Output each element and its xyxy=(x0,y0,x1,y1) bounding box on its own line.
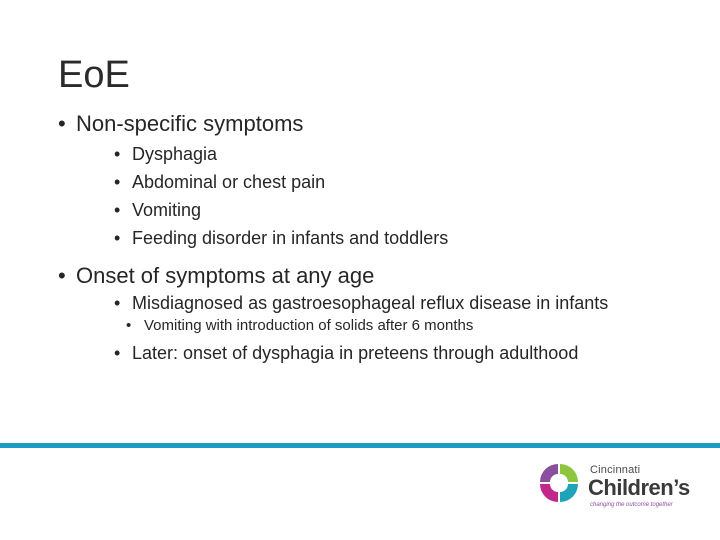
accent-rule xyxy=(0,443,720,448)
bullet-dot: • xyxy=(114,293,121,313)
bullet-text: Vomiting with introduction of solids after 6 months xyxy=(144,317,474,334)
bullet-dot: • xyxy=(114,144,121,164)
bullet-level3 xyxy=(126,315,698,337)
logo-tagline: changing the outcome together xyxy=(590,502,673,508)
bullet-level2 xyxy=(114,292,698,315)
bullet-level2 xyxy=(114,339,698,367)
bullet-dot: • xyxy=(58,111,66,136)
bullet-dot: • xyxy=(114,172,121,192)
bullet-text: Dysphagia xyxy=(132,144,218,164)
bullet-text: Abdominal or chest pain xyxy=(132,172,326,192)
logo-city-text: Cincinnati xyxy=(590,464,641,476)
bullet-text: Later: onset of dysphagia in preteens through adulthood xyxy=(132,343,579,363)
bullet-text: Feeding disorder in infants and toddlers xyxy=(132,228,449,248)
bullet-list xyxy=(58,110,698,367)
pinwheel-logo-icon xyxy=(538,460,584,516)
bullet-dot: • xyxy=(114,343,121,363)
bullet-text: Misdiagnosed as gastroesophageal reflux disease in infants xyxy=(132,293,609,313)
bullet-dot: • xyxy=(126,317,132,334)
bullet-dot: • xyxy=(114,228,121,248)
bullet-dot: • xyxy=(58,263,66,288)
logo-name-text: Children’s xyxy=(588,475,690,500)
bullet-level1 xyxy=(58,110,698,138)
bullet-level1 xyxy=(58,262,698,290)
bullet-text: Vomiting xyxy=(132,200,202,220)
bullet-level2 xyxy=(114,196,698,224)
bullet-level2 xyxy=(114,224,698,252)
slide-title: EoE xyxy=(58,54,130,96)
bullet-text: Onset of symptoms at any age xyxy=(76,263,375,288)
cincinnati-childrens-logo xyxy=(538,460,688,516)
bullet-level2 xyxy=(114,140,698,168)
bullet-level2 xyxy=(114,168,698,196)
bullet-text: Non-specific symptoms xyxy=(76,111,304,136)
bullet-dot: • xyxy=(114,200,121,220)
